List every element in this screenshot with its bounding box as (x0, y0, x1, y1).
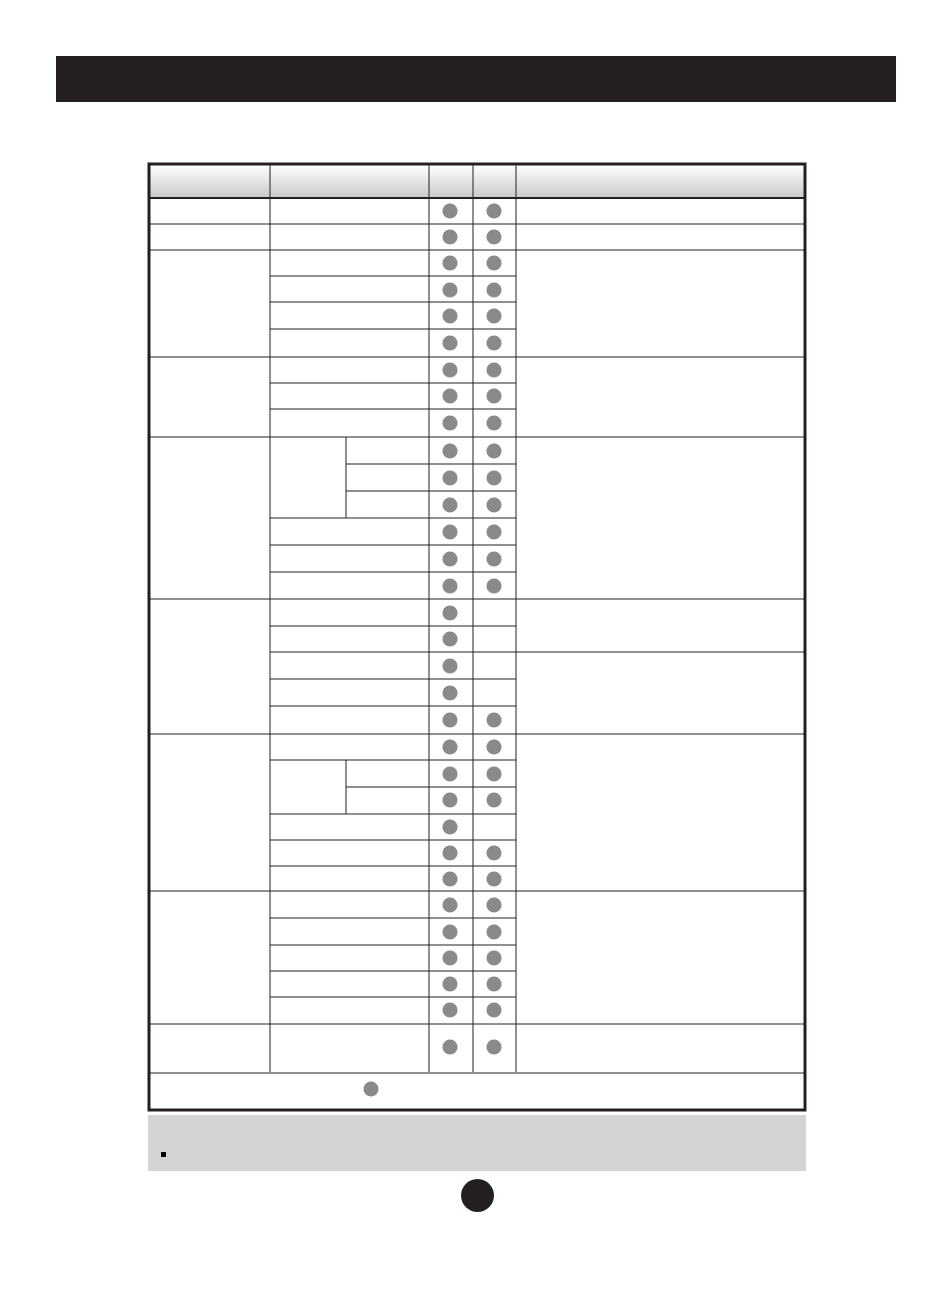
support-dot-icon (443, 552, 458, 567)
support-dot-icon (487, 977, 502, 992)
support-dot-icon (487, 925, 502, 940)
support-dot-icon (443, 846, 458, 861)
support-dot-icon (487, 872, 502, 887)
bullet-icon (161, 1152, 166, 1157)
support-dot-icon (443, 309, 458, 324)
support-dot-icon (487, 898, 502, 913)
support-dot-icon (443, 498, 458, 513)
support-dot-icon (487, 336, 502, 351)
support-dot-icon (487, 713, 502, 728)
support-dot-icon (443, 872, 458, 887)
support-dot-icon (443, 686, 458, 701)
support-dot-icon (487, 283, 502, 298)
support-dot-icon (443, 740, 458, 755)
support-dot-icon (443, 230, 458, 245)
support-dot-icon (487, 363, 502, 378)
note-box (148, 1115, 806, 1171)
support-dot-icon (443, 767, 458, 782)
support-dot-icon (487, 204, 502, 219)
support-dot-icon (443, 606, 458, 621)
support-dot-icon (443, 256, 458, 271)
support-dot-icon (487, 793, 502, 808)
support-dot-icon (443, 977, 458, 992)
support-dot-icon (443, 525, 458, 540)
support-dot-icon (487, 525, 502, 540)
support-dot-icon (443, 416, 458, 431)
support-dot-icon (487, 309, 502, 324)
support-dot-icon (487, 471, 502, 486)
support-dot-icon (487, 740, 502, 755)
support-dot-icon (487, 579, 502, 594)
table-header-row (150, 165, 804, 198)
support-dot-icon (487, 951, 502, 966)
support-dot-icon (487, 256, 502, 271)
support-dot-icon (487, 444, 502, 459)
page-number-badge (461, 1179, 494, 1212)
support-dot-icon (443, 363, 458, 378)
table-frame (149, 164, 805, 1110)
support-dot-icon (487, 416, 502, 431)
support-dot-icon (443, 951, 458, 966)
support-dot-icon (443, 204, 458, 219)
support-dot-icon (487, 846, 502, 861)
table-grid (150, 165, 804, 1073)
support-dot-icon (443, 713, 458, 728)
support-dot-icon (443, 389, 458, 404)
support-dot-icon (443, 283, 458, 298)
support-dot-icon (443, 336, 458, 351)
support-dot-icon (443, 632, 458, 647)
support-dot-icon (487, 1003, 502, 1018)
support-dot-icon (487, 498, 502, 513)
support-dot-icon (487, 389, 502, 404)
support-dot-icon (487, 552, 502, 567)
support-dot-icon (487, 230, 502, 245)
legend-dot-icon (364, 1082, 379, 1097)
support-dot-icon (443, 1040, 458, 1055)
support-dot-icon (443, 471, 458, 486)
support-dot-icon (443, 444, 458, 459)
support-dot-icon (443, 793, 458, 808)
support-dot-icon (443, 659, 458, 674)
support-dot-icon (443, 579, 458, 594)
support-dot-icon (443, 1003, 458, 1018)
support-dot-icon (443, 925, 458, 940)
support-dot-icon (487, 767, 502, 782)
support-dot-icon (487, 1040, 502, 1055)
support-dot-icon (443, 898, 458, 913)
support-dots (443, 204, 502, 1055)
support-dot-icon (443, 820, 458, 835)
